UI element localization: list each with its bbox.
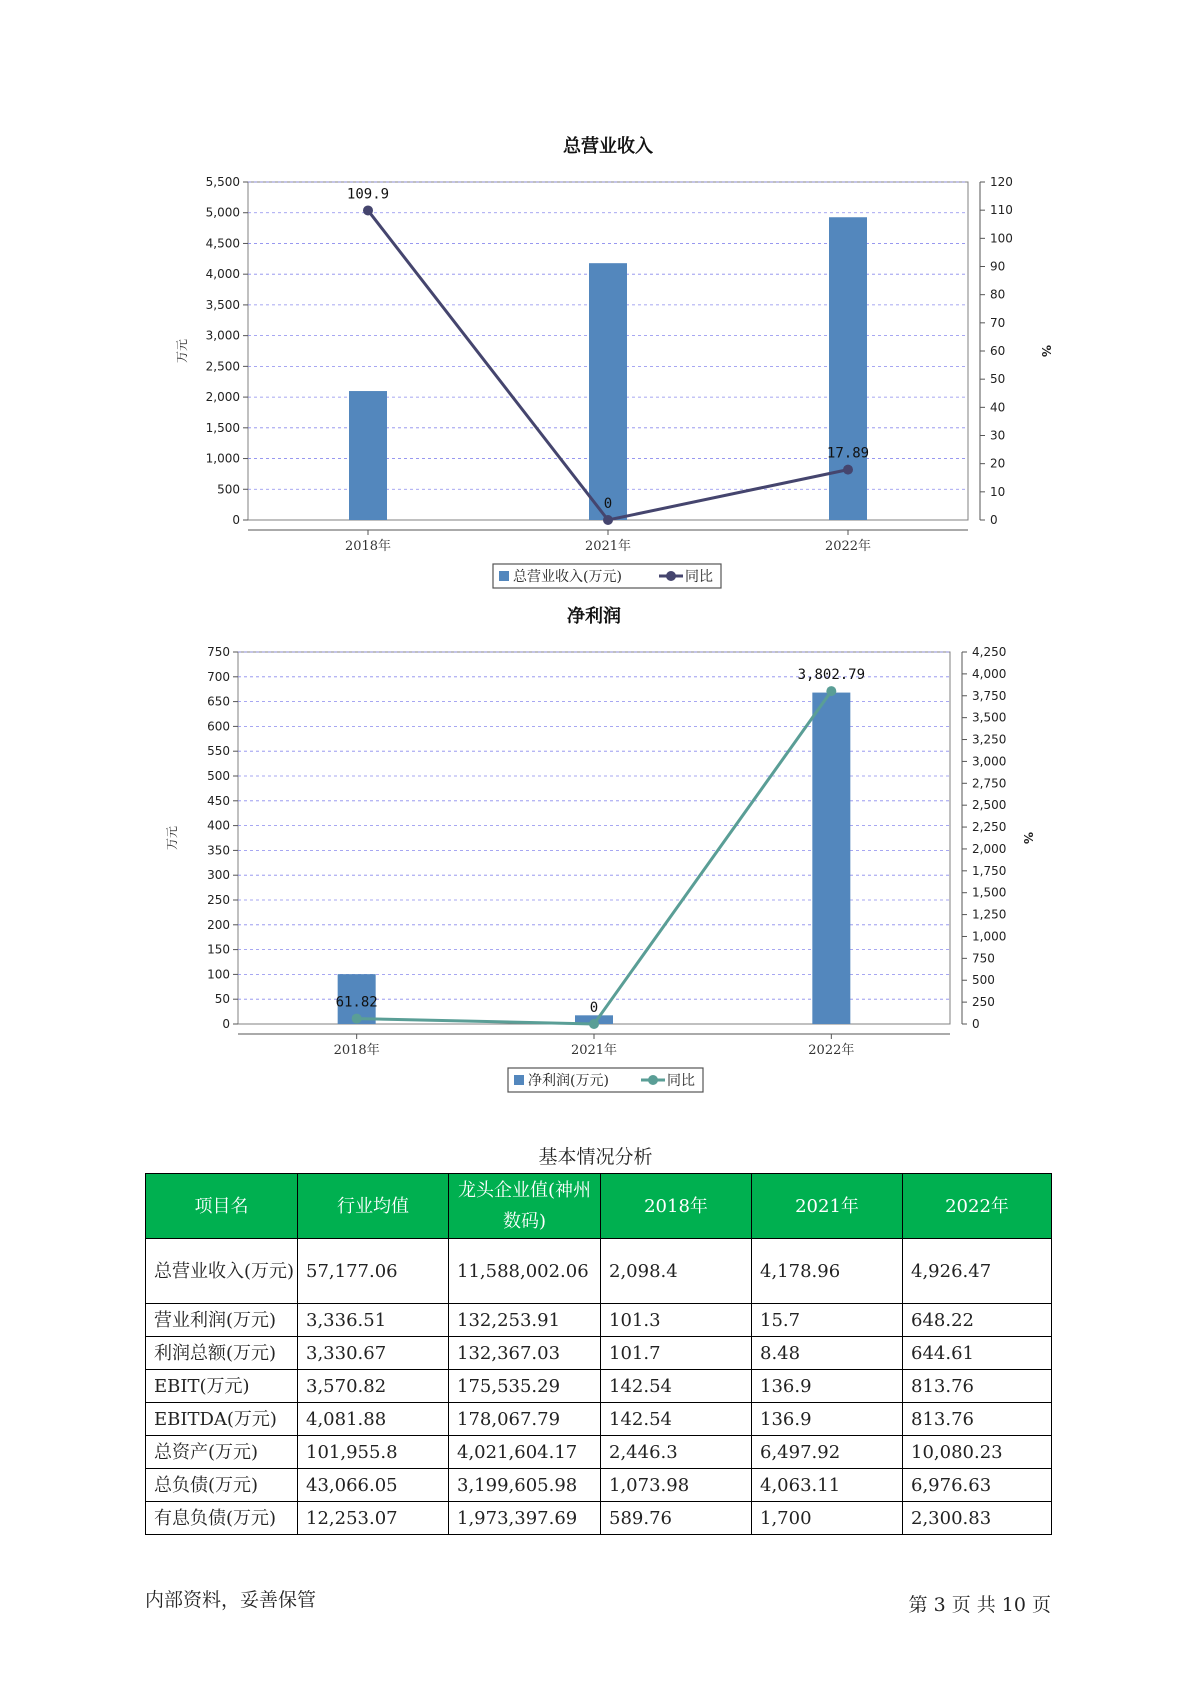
value-cell: 644.61 (903, 1337, 1052, 1370)
footer-confidential: 内部资料，妥善保管 (145, 1589, 317, 1611)
right-tick-label: 2,250 (972, 820, 1007, 835)
value-cell: 8.48 (752, 1337, 903, 1370)
left-tick-label: 3,000 (205, 328, 240, 343)
right-tick-label: 3,000 (972, 754, 1007, 769)
value-cell: 1,073.98 (601, 1469, 752, 1502)
value-cell: 3,330.67 (298, 1337, 449, 1370)
right-tick-label: 110 (990, 203, 1013, 218)
x-tick-label: 2022年 (808, 1043, 855, 1058)
value-cell: 1,700 (752, 1502, 903, 1535)
data-label: 17.89 (826, 445, 870, 462)
right-tick-label: 40 (990, 400, 1006, 415)
row-label-cell: EBIT(万元) (146, 1370, 298, 1403)
value-cell: 101.3 (601, 1304, 752, 1337)
header-cell: 2021年 (752, 1174, 903, 1239)
value-cell: 648.22 (903, 1304, 1052, 1337)
right-tick-label: 20 (990, 456, 1006, 471)
row-label-cell: EBITDA(万元) (146, 1403, 298, 1436)
data-label: 61.82 (335, 994, 378, 1011)
legend-bar-label: 总营业收入(万元) (513, 569, 622, 585)
value-cell: 57,177.06 (298, 1239, 449, 1304)
chart-title: 总营业收入 (563, 136, 653, 157)
left-tick-label: 550 (207, 744, 230, 759)
left-tick-label: 500 (217, 482, 240, 497)
legend-line-marker (648, 1075, 658, 1085)
x-tick-label: 2018年 (344, 539, 392, 554)
value-cell: 101,955.8 (298, 1436, 449, 1469)
left-tick-label: 0 (232, 513, 240, 527)
right-tick-label: 4,250 (972, 645, 1007, 659)
value-cell: 142.54 (601, 1403, 752, 1436)
legend-bar-swatch (514, 1075, 524, 1085)
value-cell: 136.9 (752, 1370, 903, 1403)
left-tick-label: 700 (207, 669, 230, 684)
row-label-cell: 总资产(万元) (146, 1436, 298, 1469)
left-tick-label: 2,500 (205, 359, 240, 374)
header-cell: 2022年 (903, 1174, 1052, 1239)
table-row (146, 1337, 1052, 1370)
basic-analysis-table (145, 1173, 1052, 1535)
bar (349, 391, 387, 520)
right-tick-label: 1,500 (972, 885, 1007, 900)
value-cell: 6,976.63 (903, 1469, 1052, 1502)
left-tick-label: 150 (207, 942, 230, 957)
right-tick-label: 500 (972, 973, 995, 988)
row-label-cell: 营业利润(万元) (146, 1304, 298, 1337)
data-label: 0 (589, 1000, 599, 1016)
yoy-point (352, 1014, 362, 1024)
left-tick-label: 5,500 (205, 175, 240, 189)
right-tick-label: 1,000 (972, 929, 1007, 944)
value-cell: 1,973,397.69 (449, 1502, 601, 1535)
left-tick-label: 400 (207, 818, 230, 833)
legend-line-label: 同比 (685, 569, 713, 585)
right-tick-label: 2,500 (972, 798, 1007, 813)
left-tick-label: 1,500 (205, 420, 240, 435)
legend-line-label: 同比 (667, 1073, 695, 1089)
value-cell: 3,336.51 (298, 1304, 449, 1337)
right-tick-label: 50 (990, 372, 1006, 387)
yoy-point (363, 205, 373, 215)
value-cell: 43,066.05 (298, 1469, 449, 1502)
left-tick-label: 50 (214, 992, 230, 1007)
value-cell: 589.76 (601, 1502, 752, 1535)
value-cell: 178,067.79 (449, 1403, 601, 1436)
left-tick-label: 200 (207, 917, 230, 932)
table-row (146, 1304, 1052, 1337)
bar (812, 693, 850, 1024)
value-cell: 3,199,605.98 (449, 1469, 601, 1502)
header-cell: 项目名 (146, 1174, 298, 1239)
value-cell: 2,446.3 (601, 1436, 752, 1469)
right-tick-label: 3,500 (972, 710, 1007, 725)
value-cell: 6,497.92 (752, 1436, 903, 1469)
left-tick-label: 600 (207, 719, 230, 734)
right-tick-label: 120 (990, 175, 1013, 189)
value-cell: 4,178.96 (752, 1239, 903, 1304)
value-cell: 813.76 (903, 1403, 1052, 1436)
x-tick-label: 2018年 (333, 1043, 380, 1058)
yoy-point (826, 686, 836, 696)
revenue-chart (0, 130, 1191, 600)
right-tick-label: 4,000 (972, 666, 1007, 681)
table-row (146, 1502, 1052, 1535)
right-tick-label: 0 (972, 1017, 980, 1031)
right-tick-label: 90 (990, 259, 1006, 274)
left-tick-label: 4,000 (205, 267, 240, 282)
value-cell: 12,253.07 (298, 1502, 449, 1535)
right-tick-label: 10 (990, 484, 1006, 499)
left-tick-label: 0 (222, 1017, 230, 1031)
legend-bar-swatch (499, 571, 509, 581)
row-label-cell: 总营业收入(万元) (146, 1239, 298, 1304)
left-tick-label: 450 (207, 793, 230, 808)
chart-title: 净利润 (567, 606, 621, 627)
value-cell: 813.76 (903, 1370, 1052, 1403)
net-profit-chart (0, 606, 1191, 1098)
right-tick-label: 60 (990, 344, 1006, 358)
right-tick-label: 0 (990, 513, 998, 527)
table-row (146, 1469, 1052, 1502)
table-row (146, 1436, 1052, 1469)
right-tick-label: 100 (990, 231, 1013, 246)
value-cell: 132,253.91 (449, 1304, 601, 1337)
left-tick-label: 750 (207, 645, 230, 659)
right-tick-label: 1,750 (972, 863, 1007, 878)
yoy-point (589, 1019, 599, 1029)
left-tick-label: 1,000 (205, 451, 240, 466)
value-cell: 132,367.03 (449, 1337, 601, 1370)
table-row (146, 1239, 1052, 1304)
right-tick-label: 30 (990, 428, 1006, 443)
value-cell: 4,063.11 (752, 1469, 903, 1502)
header-cell: 行业均值 (298, 1174, 449, 1239)
table-header-row (146, 1174, 1052, 1239)
value-cell: 3,570.82 (298, 1370, 449, 1403)
value-cell: 136.9 (752, 1403, 903, 1436)
left-tick-label: 5,000 (205, 205, 240, 220)
value-cell: 142.54 (601, 1370, 752, 1403)
left-tick-label: 650 (207, 694, 230, 709)
data-label: 3,802.79 (797, 667, 866, 684)
right-axis-label: % (1039, 344, 1053, 358)
right-tick-label: 80 (990, 287, 1006, 302)
left-axis-label: 万元 (165, 825, 179, 851)
yoy-point (843, 465, 853, 475)
left-tick-label: 3,500 (205, 297, 240, 312)
left-tick-label: 2,000 (205, 390, 240, 405)
header-cell: 龙头企业值(神州数码) (449, 1174, 601, 1239)
value-cell: 10,080.23 (903, 1436, 1052, 1469)
right-tick-label: 3,250 (972, 732, 1007, 747)
value-cell: 4,926.47 (903, 1239, 1052, 1304)
left-tick-label: 100 (207, 967, 230, 982)
right-tick-label: 750 (972, 951, 995, 966)
footer-page-number: 第 3 页 共 10 页 (908, 1594, 1051, 1616)
yoy-point (603, 515, 613, 525)
data-label: 0 (603, 496, 613, 512)
row-label-cell: 有息负债(万元) (146, 1502, 298, 1535)
value-cell: 2,300.83 (903, 1502, 1052, 1535)
x-tick-label: 2021年 (584, 539, 632, 554)
row-label-cell: 总负债(万元) (146, 1469, 298, 1502)
right-tick-label: 2,000 (972, 841, 1007, 856)
left-axis-label: 万元 (175, 338, 189, 364)
data-label: 109.9 (346, 186, 390, 203)
right-tick-label: 250 (972, 995, 995, 1010)
table-title: 基本情况分析 (538, 1146, 653, 1168)
table-row (146, 1370, 1052, 1403)
x-tick-label: 2022年 (824, 539, 872, 554)
row-label-cell: 利润总额(万元) (146, 1337, 298, 1370)
value-cell: 4,021,604.17 (449, 1436, 601, 1469)
header-cell: 2018年 (601, 1174, 752, 1239)
value-cell: 11,588,002.06 (449, 1239, 601, 1304)
value-cell: 101.7 (601, 1337, 752, 1370)
bar (589, 263, 627, 520)
value-cell: 15.7 (752, 1304, 903, 1337)
left-tick-label: 350 (207, 843, 230, 858)
legend-line-marker (666, 571, 676, 581)
value-cell: 2,098.4 (601, 1239, 752, 1304)
right-tick-label: 3,750 (972, 688, 1007, 703)
right-tick-label: 70 (990, 315, 1006, 330)
right-axis-label: % (1021, 831, 1035, 845)
value-cell: 175,535.29 (449, 1370, 601, 1403)
x-tick-label: 2021年 (570, 1043, 618, 1058)
right-tick-label: 2,750 (972, 776, 1007, 791)
left-tick-label: 4,500 (205, 236, 240, 251)
left-tick-label: 500 (207, 769, 230, 783)
right-tick-label: 1,250 (972, 907, 1007, 922)
value-cell: 4,081.88 (298, 1403, 449, 1436)
table-row (146, 1403, 1052, 1436)
left-tick-label: 250 (207, 893, 230, 907)
left-tick-label: 300 (207, 868, 230, 883)
legend-bar-label: 净利润(万元) (528, 1073, 609, 1089)
